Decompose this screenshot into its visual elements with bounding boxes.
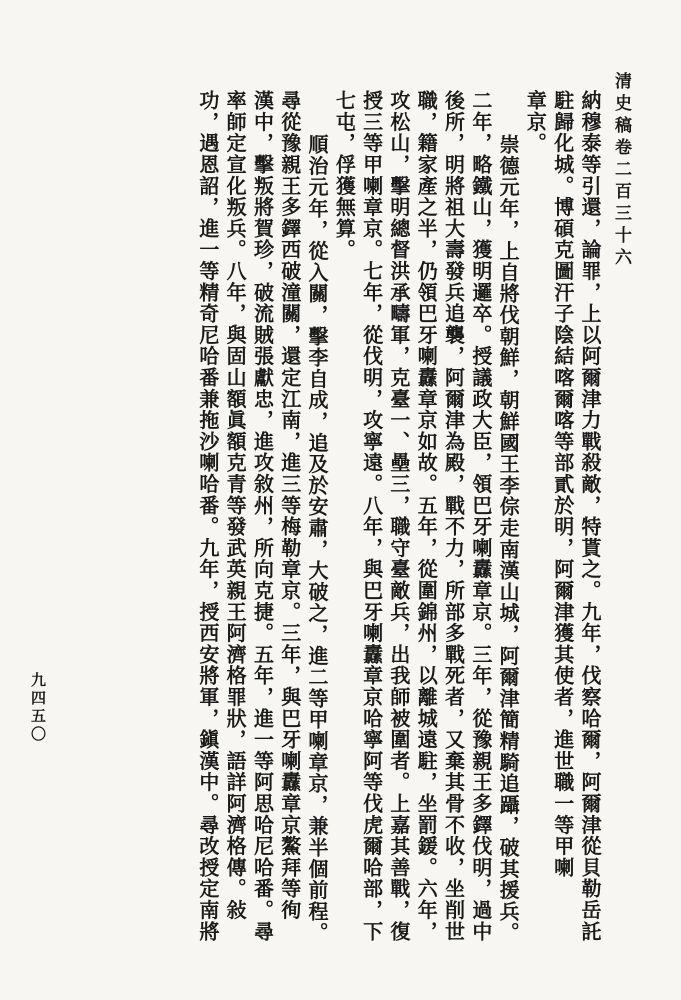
paragraph-start-column: 順治元年，從入關，擊李自成，追及於安肅，大破之，進二等甲喇章京，兼半個前程。 bbox=[305, 134, 330, 944]
text-column: 率師定宣化叛兵。八年，與固山額眞額克青等發武英親王阿濟格罪狀，語詳阿濟格傳。敍 bbox=[223, 90, 248, 921]
text-column: 功，遇恩詔，進一等精奇尼哈番兼拖沙喇哈番。九年，授西安將軍，鎭漢中。尋改授定南將 bbox=[195, 90, 220, 942]
text-column: 駐歸化城。博碩克圖汗子陰結喀爾喀等部貳於明，阿爾津獲其使者，進世職一等甲喇 bbox=[550, 90, 575, 879]
book-title: 清史稿卷二百三十六 bbox=[611, 72, 631, 270]
text-column: 尋從豫親王多鐸西破潼關，還定江南，進三等梅勒章京。三年，與巴牙喇纛章京鰲拜等徇 bbox=[277, 90, 302, 921]
text-column: 漢中，擊叛將賀珍，破流賊張獻忠，進攻敘州，所向克捷。五年，進一等阿思哈尼哈番。尋 bbox=[250, 90, 275, 942]
text-column: 後所，明將祖大壽發兵追襲，阿爾津為殿，戰不力，所部多戰死者，又棄其骨不收，坐削世 bbox=[441, 90, 466, 942]
text-column: 章京。 bbox=[523, 90, 548, 154]
page-number: 九四五〇 bbox=[29, 672, 47, 744]
text-column: 授三等甲喇章京。七年，從伐明，攻寧遠。八年，與巴牙喇纛章京哈寧阿等伐虎爾哈部，下 bbox=[359, 90, 384, 942]
text-column: 二年，略鐵山，獲明邏卒。授議政大臣，領巴牙喇纛章京。三年，從豫親王多鐸伐明，過中 bbox=[468, 90, 493, 942]
text-column: 職，籍家產之半，仍領巴牙喇纛章京如故。五年，從圍錦州，以離城遠駐，坐罰鍰。六年， bbox=[414, 90, 439, 942]
paragraph-start-column: 崇德元年，上自將伐朝鮮，朝鮮國王李倧走南漢山城，阿爾津簡精騎追躡，破其援兵。 bbox=[496, 134, 521, 944]
text-column: 攻松山，擊明總督洪承疇軍，克臺一、壘三，職守臺敵兵，出我師被圍者。上嘉其善戰，復 bbox=[386, 90, 411, 942]
text-body bbox=[28, 90, 603, 970]
text-column: 七屯，俘獲無算。 bbox=[332, 90, 357, 261]
text-column: 納穆泰等引還，論罪，上以阿爾津力戰殺敵，特貰之。九年，伐察哈爾，阿爾津從貝勒岳託 bbox=[578, 90, 602, 942]
